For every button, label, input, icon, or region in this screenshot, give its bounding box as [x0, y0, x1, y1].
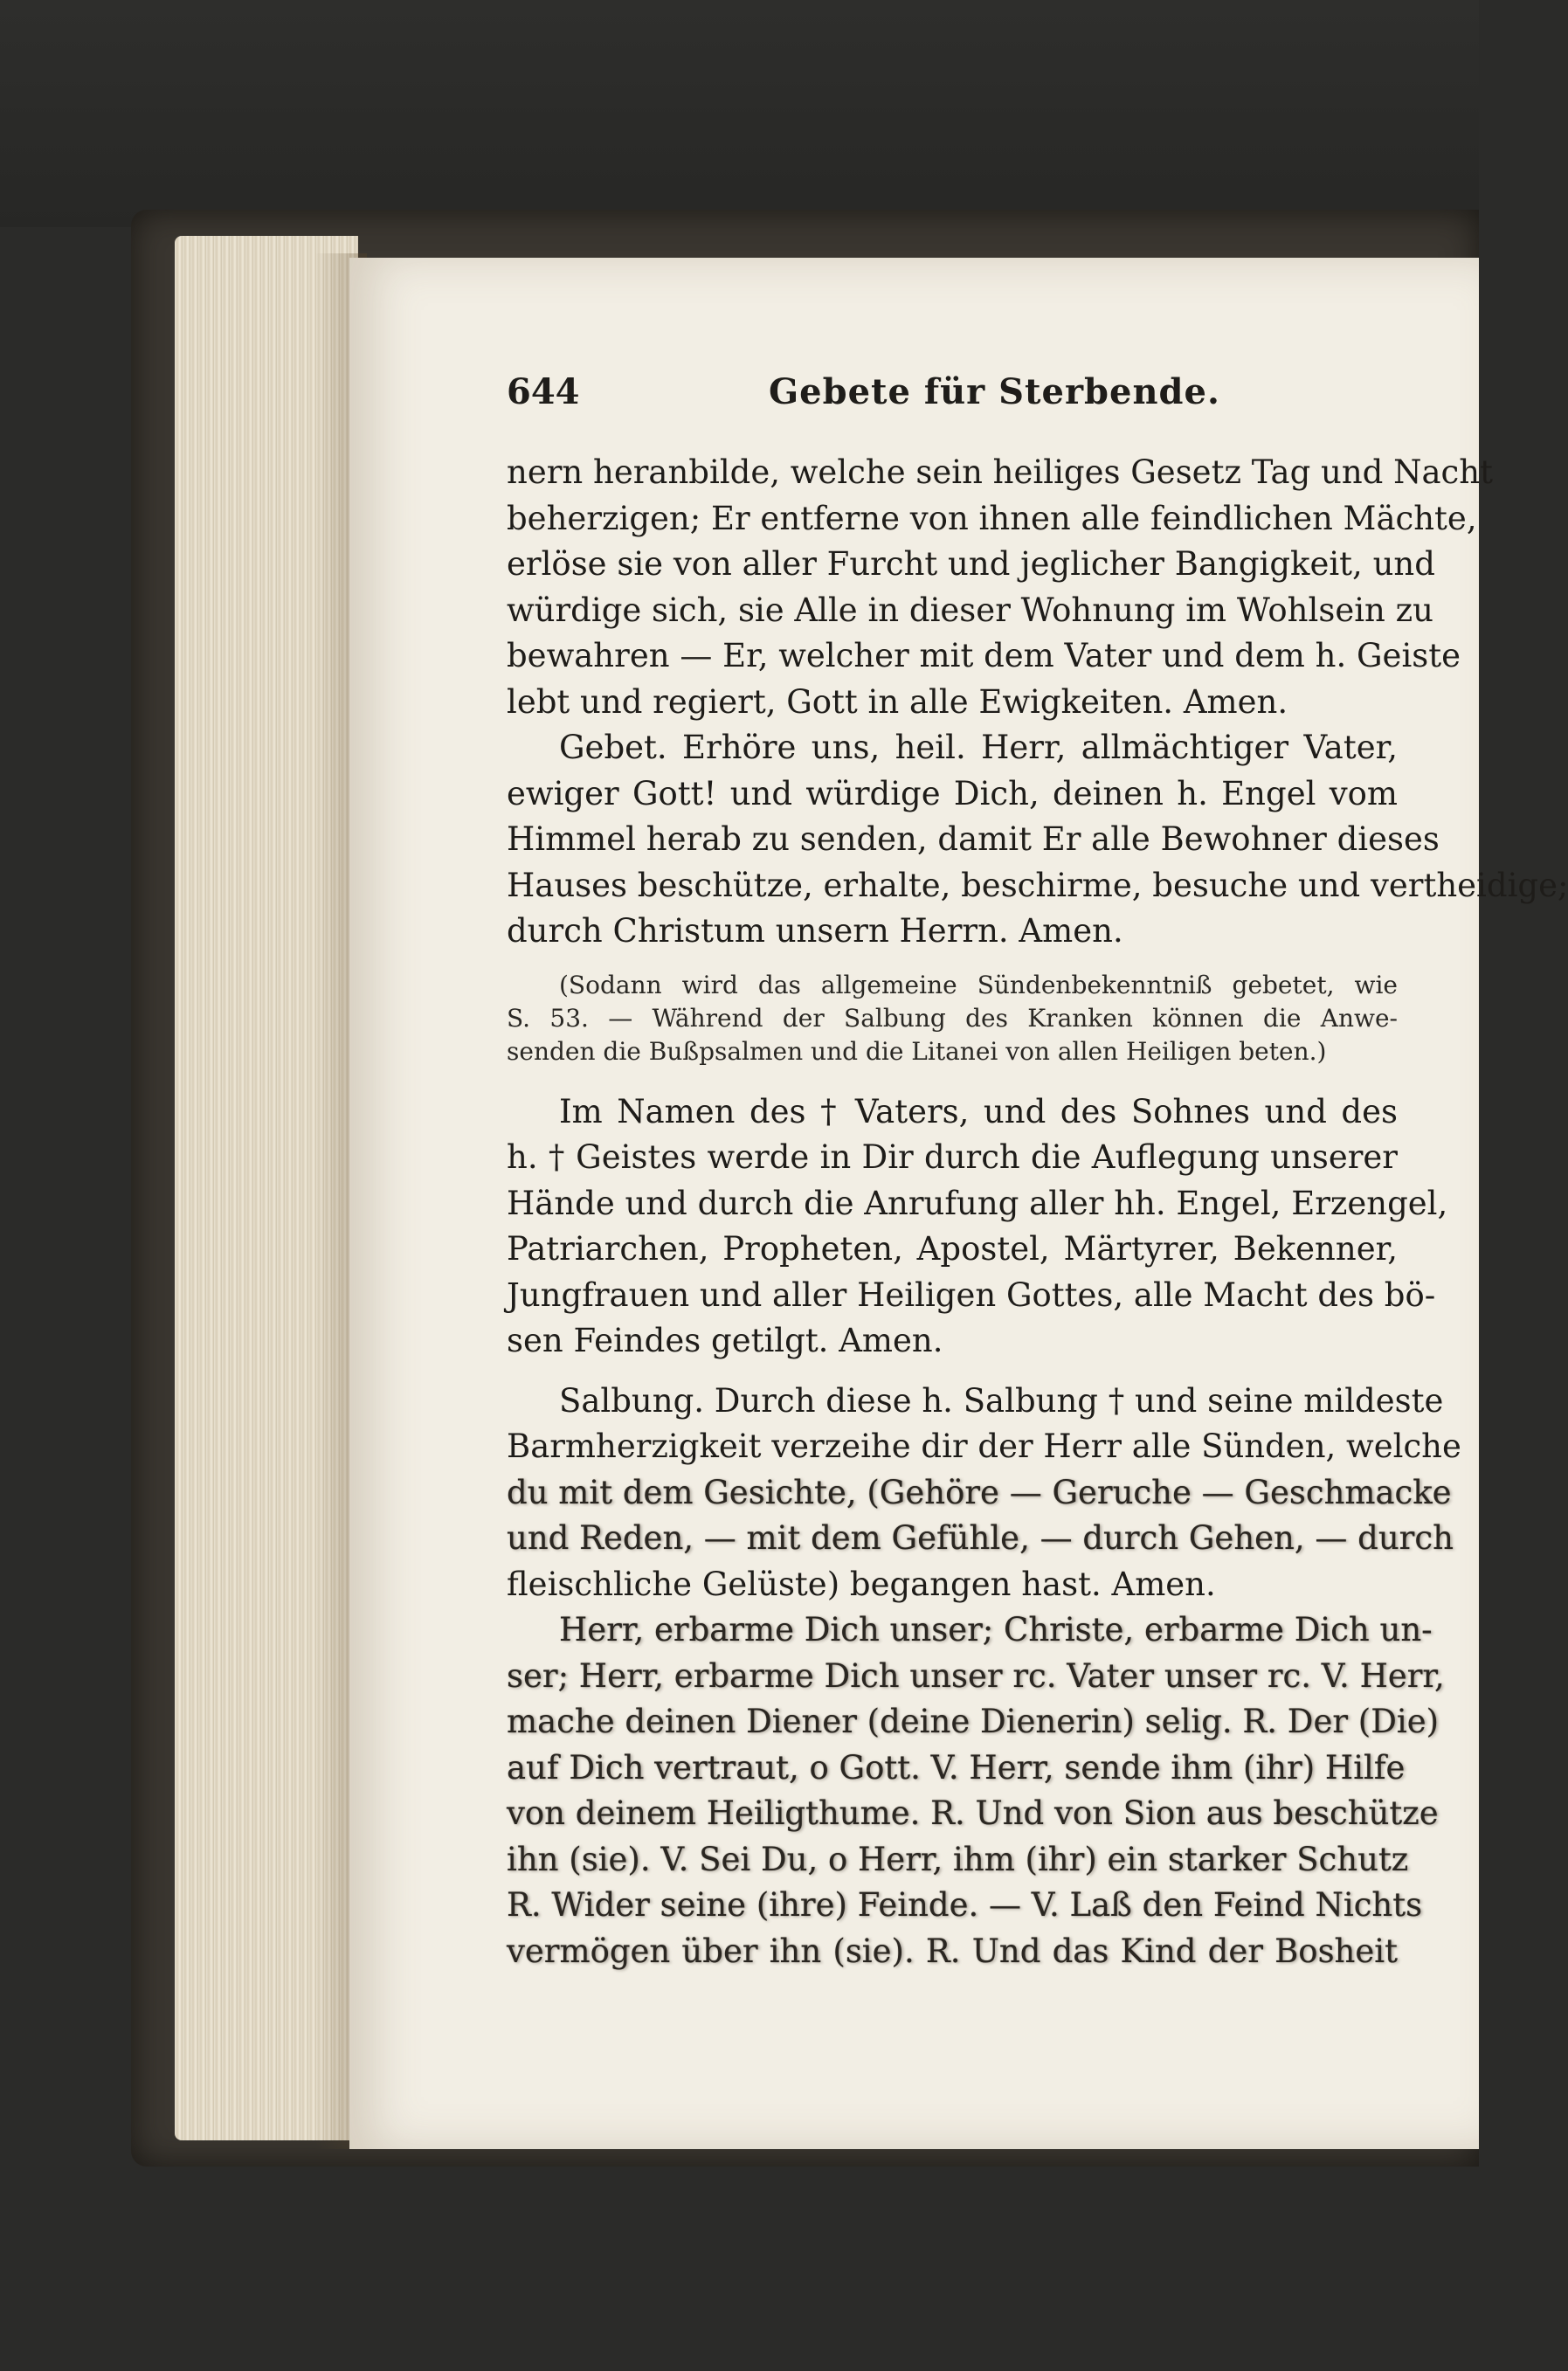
note-line: senden die Bußpsalmen und die Litanei von allen Heiligen beten.)	[507, 1036, 1327, 1066]
text-line: nern heranbilde, welche sein heiliges Gesetz Tag und Nacht	[507, 453, 1493, 491]
text-line: von deinem Heiligthume. R. Und von Sion aus beschütze	[507, 1794, 1439, 1832]
text-line: Hände und durch die Anrufung aller hh. Engel, Erzengel,	[507, 1184, 1448, 1222]
text-line: Gebet. Erhöre uns, heil. Herr, allmächtiger Vater,	[559, 729, 1398, 766]
running-title: Gebete für Sterbende.	[769, 371, 1220, 412]
text-line: und Reden, — mit dem Gefühle, — durch Gehen, — durch	[507, 1519, 1454, 1557]
page-number: 644	[507, 371, 580, 412]
text-line: ewiger Gott! und würdige Dich, deinen h. Engel vom	[507, 774, 1398, 812]
text-line: beherzigen; Er entferne von ihnen alle feindlichen Mächte,	[507, 499, 1477, 537]
text-line: Hauses beschütze, erhalte, beschirme, besuche und vertheidige;	[507, 866, 1568, 904]
running-header	[507, 371, 1380, 424]
text-line: Himmel herab zu senden, damit Er alle Bewohner dieses	[507, 820, 1440, 858]
text-line: bewahren — Er, welcher mit dem Vater und dem h. Geiste	[507, 637, 1461, 674]
text-line: ser; Herr, erbarme Dich unser rc. Vater unser rc. V. Herr,	[507, 1656, 1445, 1695]
text-line: auf Dich vertraut, o Gott. V. Herr, sende ihm (ihr) Hilfe	[507, 1748, 1406, 1787]
book-page	[349, 258, 1568, 2149]
note-line: (Sodann wird das allgemeine Sündenbekenntniß gebetet, wie	[559, 970, 1398, 999]
text-line: erlöse sie von aller Furcht und jeglicher Bangigkeit, und	[507, 545, 1435, 583]
text-line: mache deinen Diener (deine Dienerin) selig. R. Der (Die)	[507, 1703, 1440, 1740]
text-line: durch Christum unsern Herrn. Amen.	[507, 912, 1123, 950]
text-line: Herr, erbarme Dich unser; Christe, erbarme Dich un-	[559, 1611, 1433, 1649]
text-line: Jungfrauen und aller Heiligen Gottes, alle Macht des bö-	[507, 1275, 1436, 1314]
text-line: würdige sich, sie Alle in dieser Wohnung im Wohlsein zu	[507, 591, 1433, 629]
text-line: du mit dem Gesichte, (Gehöre — Geruche — Geschmacke	[507, 1473, 1452, 1511]
background	[0, 0, 1479, 227]
text-line: vermögen über ihn (sie). R. Und das Kind der Bosheit	[507, 1932, 1398, 1970]
text-line: Salbung. Durch diese h. Salbung † und seine mildeste	[559, 1381, 1444, 1420]
text-line: Patriarchen, Propheten, Apostel, Märtyrer, Bekenner,	[507, 1230, 1398, 1268]
text-line: h. † Geistes werde in Dir durch die Auflegung unserer	[507, 1138, 1398, 1176]
text-line: sen Feindes getilgt. Amen.	[507, 1322, 943, 1359]
text-line: lebt und regiert, Gott in alle Ewigkeiten. Amen.	[507, 682, 1288, 721]
text-line: ihn (sie). V. Sei Du, o Herr, ihm (ihr) ein starker Schutz	[507, 1840, 1409, 1878]
note-line: S. 53. — Während der Salbung des Kranken können die Anwe-	[507, 1003, 1398, 1033]
text-line: fleischliche Gelüste) begangen hast. Amen.	[507, 1565, 1216, 1603]
page-text	[507, 450, 1568, 1974]
text-line: R. Wider seine (ihre) Feinde. — V. Laß den Feind Nichts	[507, 1886, 1423, 1924]
text-line: Im Namen des † Vaters, und des Sohnes und des	[559, 1092, 1398, 1130]
text-line: Barmherzigkeit verzeihe dir der Herr alle Sünden, welche	[507, 1427, 1461, 1465]
